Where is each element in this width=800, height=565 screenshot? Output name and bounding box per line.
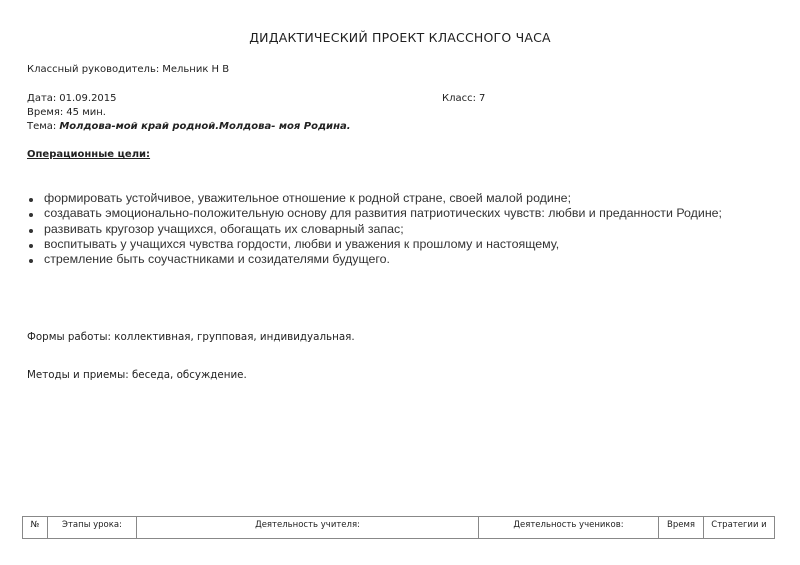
date-value: 01.09.2015 [59, 93, 117, 104]
table-header-cell: Деятельность учителя: [137, 517, 479, 539]
list-item: формировать устойчивое, уважительное отношение к родной стране, своей малой родине; [27, 191, 747, 206]
table-header-cell: Время [659, 517, 704, 539]
date-label: Дата: [27, 93, 57, 104]
grade-value: 7 [478, 93, 486, 104]
table-header-cell: Этапы урока: [48, 517, 137, 539]
table-header-cell: № [23, 517, 48, 539]
duration-label: Время: [27, 107, 64, 118]
grade-line [442, 93, 485, 104]
teacher-line [27, 64, 229, 75]
date-line [27, 93, 117, 104]
duration-value: 45 мин. [66, 107, 106, 118]
teacher-label: Классный руководитель: [27, 64, 160, 75]
topic-value: Молдова-мой край родной.Молдова- моя Родина. [59, 121, 351, 132]
duration-line [27, 107, 106, 118]
lesson-plan-table [22, 516, 775, 539]
objectives-list [27, 191, 747, 267]
table-header-cell: Деятельность учеников: [479, 517, 659, 539]
grade-label: Класс: [442, 93, 476, 104]
list-item: стремление быть соучастниками и созидателями будущего. [27, 252, 747, 267]
topic-label: Тема: [27, 121, 57, 132]
teacher-value: Мельник Н В [162, 64, 230, 75]
list-item: развивать кругозор учащихся, обогащать их словарный запас; [27, 222, 747, 237]
document-title: ДИДАКТИЧЕСКИЙ ПРОЕКТ КЛАССНОГО ЧАСА [249, 30, 551, 45]
table-header-cell: Стратегии и [704, 517, 775, 539]
list-item: создавать эмоционально-положительную основу для развития патриотических чувств: любви и преданности Родине; [27, 206, 747, 221]
list-item: воспитывать у учащихся чувства гордости, любви и уважения к прошлому и настоящему, [27, 237, 747, 252]
table-header-row [23, 517, 775, 539]
objectives-heading: Операционные цели: [27, 149, 151, 160]
topic-line [27, 121, 351, 132]
work-forms: Формы работы: коллективная, групповая, индивидуальная. [27, 331, 355, 343]
methods: Методы и приемы: беседа, обсуждение. [27, 369, 247, 381]
